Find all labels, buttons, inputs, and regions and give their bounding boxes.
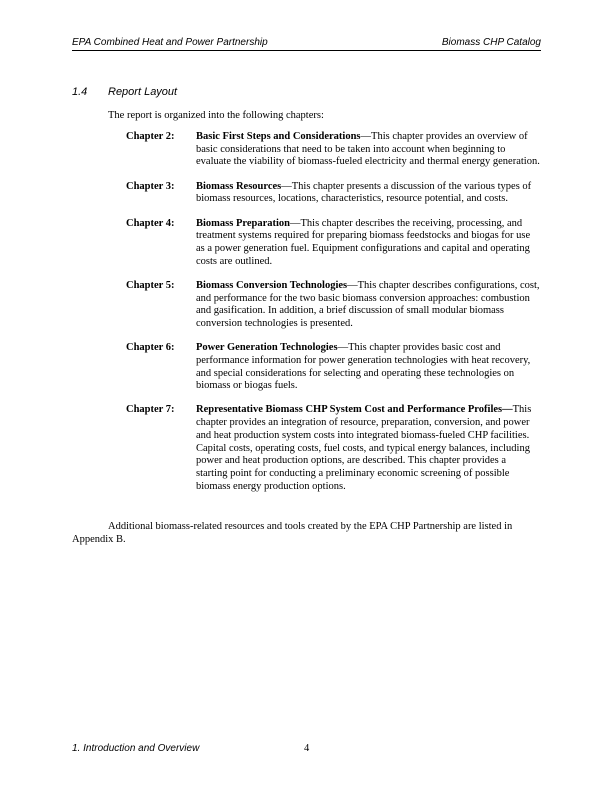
chapter-label: Chapter 2:	[126, 131, 175, 142]
section-title: Report Layout	[108, 86, 178, 98]
chapter-description: —This chapter provides basic cost and performance information for power generation technologies with heat recovery, and special considerations for selecting and operating these technologies on biomass or biogas fuels.	[196, 342, 531, 392]
chapter-item	[126, 131, 546, 169]
chapter-label: Chapter 5:	[126, 279, 175, 291]
chapter-label: Chapter 6:	[126, 342, 175, 354]
chapter-title: Biomass Conversion Technologies	[196, 279, 348, 291]
chapter-description: This chapter provides an integration of resource, preparation, conversion, and power and heat production system costs into integrated biomass-fueled CHP facilities. Capital costs, operating costs, fuel costs, and typical energy balances, including power and heat production options, are described. This chapter provides a starting point for conducting a preliminary economic screening of possible biomass energy production options.	[196, 404, 532, 492]
chapter-description: —This chapter provides an overview of basic considerations that need to be taken into account when beginning to evaluate the viability of biomass-fueled electricity and thermal energy generation.	[196, 131, 540, 168]
chapter-title: Power Generation Technologies	[196, 342, 338, 354]
section-heading	[72, 86, 177, 98]
header-left: EPA Combined Heat and Power Partnership	[72, 37, 268, 48]
chapter-title: Biomass Resources	[196, 180, 282, 192]
chapter-description: —This chapter describes configurations, cost, and performance for the two basic biomass conversion approaches: combustion and gasification. In addition, a brief discussion of small modular biomass conversion technologies is presented.	[196, 279, 540, 329]
intro-text: The report is organized into the following chapters:	[108, 110, 324, 121]
chapter-item	[126, 280, 546, 331]
chapter-title: Basic First Steps and Considerations	[196, 131, 361, 142]
chapter-list	[126, 131, 546, 505]
chapter-item	[126, 181, 546, 206]
section-number: 1.4	[72, 86, 88, 98]
chapter-item	[126, 404, 546, 493]
header-right: Biomass CHP Catalog	[441, 37, 541, 48]
chapter-description: —This chapter presents a discussion of the various types of biomass resources, locations, characteristics, resource potential, and costs.	[196, 180, 532, 205]
chapter-label: Chapter 4:	[126, 217, 175, 229]
chapter-item	[126, 342, 546, 393]
page-header	[72, 37, 541, 51]
chapter-title: Representative Biomass CHP System Cost and Performance Profiles—	[196, 404, 513, 416]
page-number: 4	[304, 743, 310, 754]
chapter-item	[126, 218, 546, 269]
footer-chapter-title: 1. Introduction and Overview	[72, 743, 200, 754]
closing-paragraph: Additional biomass-related resources and tools created by the EPA CHP Partnership are listed in Appendix B.	[72, 521, 513, 545]
chapter-label: Chapter 3:	[126, 180, 175, 192]
chapter-title: Biomass Preparation	[196, 217, 291, 229]
chapter-label: Chapter 7:	[126, 404, 175, 416]
chapter-description: —This chapter describes the receiving, processing, and treatment systems required for preparing biomass feedstocks and biogas for use as a power generation fuel. Equipment configurations and capital and operating costs are outlined.	[196, 217, 531, 267]
